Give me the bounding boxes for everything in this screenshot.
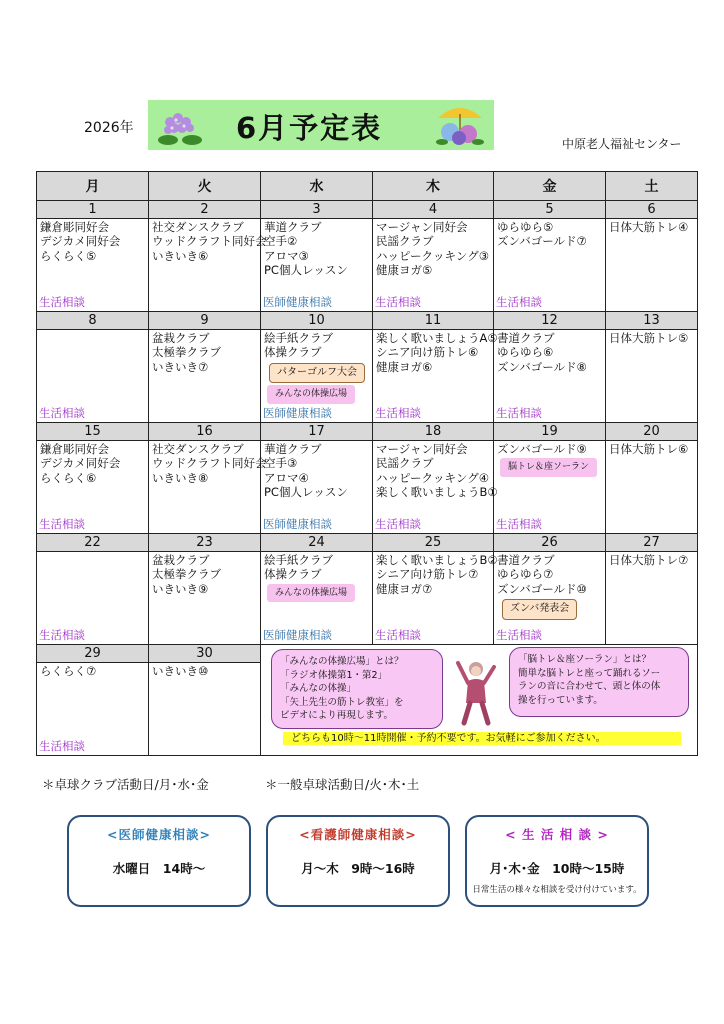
activity-list xyxy=(149,552,260,596)
activity-item: アロマ③ xyxy=(264,248,309,263)
day-row xyxy=(37,219,698,312)
activity-item: 健康ヨガ⑦ xyxy=(376,581,433,596)
day-row xyxy=(37,330,698,423)
day-cell xyxy=(494,552,606,645)
activity-item: 鎌倉彫同好会 xyxy=(40,442,109,456)
activity-item: 社交ダンスクラブ xyxy=(152,220,244,234)
activity-item: 盆栽クラブ xyxy=(152,553,210,567)
bubble-line: ビデオにより再現します。 xyxy=(280,710,394,721)
day-cell xyxy=(149,441,267,534)
date-number: 4 xyxy=(373,201,494,219)
date-row xyxy=(37,534,698,552)
consultation-note: 生活相談 xyxy=(39,517,85,531)
activity-item: シニア向け筋トレ⑦ xyxy=(376,567,479,582)
date-number: 26 xyxy=(494,534,606,552)
pingpong-general-days: ＊一般卓球活動日/火･木･土 xyxy=(265,777,420,792)
activity-list xyxy=(261,330,372,404)
activity-item: 絵手紙クラブ xyxy=(264,331,333,345)
day-cell xyxy=(373,330,498,423)
activity-list xyxy=(606,219,697,234)
box-time: 水曜日 14時～ xyxy=(112,861,206,876)
date-number: 17 xyxy=(261,423,373,441)
activity-item: デジカメ同好会 xyxy=(40,456,121,471)
activity-list xyxy=(37,330,148,331)
activity-list xyxy=(149,219,267,263)
title-banner xyxy=(148,100,494,150)
activity-list xyxy=(373,219,493,278)
day-cell xyxy=(37,330,149,423)
center-name: 中原老人福祉センター xyxy=(562,137,682,151)
box-title: <看護師健康相談> xyxy=(299,827,417,842)
day-cell xyxy=(373,441,498,534)
date-number: 6 xyxy=(606,201,698,219)
consultation-note: 生活相談 xyxy=(375,295,421,309)
activity-item: ゆらゆら⑦ xyxy=(497,567,554,582)
consultation-note: 医師健康相談 xyxy=(263,628,332,642)
activity-item: 楽しく歌いましょうB① xyxy=(376,485,498,500)
date-number: 11 xyxy=(373,312,494,330)
activity-item: デジカメ同好会 xyxy=(40,234,121,249)
activity-item: ウッドクラフト同好会 xyxy=(152,234,267,249)
consultation-note: 生活相談 xyxy=(39,628,85,642)
consultation-note: 生活相談 xyxy=(375,628,421,642)
hydrangea-icon xyxy=(154,106,206,146)
consultation-note: 生活相談 xyxy=(496,406,542,420)
date-number: 15 xyxy=(37,423,149,441)
bubble-line: 「みんなの体操広場」とは？ xyxy=(280,656,404,667)
activity-item: らくらく⑤ xyxy=(40,248,97,263)
activity-item: 書道クラブ xyxy=(497,331,555,345)
consultation-note: 生活相談 xyxy=(496,295,542,309)
bubble-line: ランの音に合わせて、頭と体の体 xyxy=(518,681,661,692)
bubble-line: 「みんなの体操」 xyxy=(280,683,357,694)
date-number: 24 xyxy=(261,534,373,552)
activity-item: 楽しく歌いましょうA⑤ xyxy=(376,331,498,345)
consultation-note: 生活相談 xyxy=(39,406,85,420)
doctor-consultation-box xyxy=(67,815,251,907)
consultation-note: 生活相談 xyxy=(496,628,542,642)
activity-item: 社交ダンスクラブ xyxy=(152,442,244,456)
day-cell xyxy=(373,552,498,645)
activity-item: PC個人レッスン xyxy=(264,263,348,278)
consultation-note: 生活相談 xyxy=(496,517,542,531)
activity-item: 日体大筋トレ⑤ xyxy=(609,331,689,345)
day-cell xyxy=(37,663,149,756)
umbrella-hydrangea-icon xyxy=(432,102,488,148)
date-row xyxy=(37,201,698,219)
consultation-note: 生活相談 xyxy=(39,295,85,309)
bubble-line: 操を行っています。 xyxy=(518,694,603,706)
consultation-note: 医師健康相談 xyxy=(263,295,332,309)
activity-item: 日体大筋トレ⑦ xyxy=(609,553,689,567)
day-cell xyxy=(494,330,606,423)
activity-item: マージャン同好会 xyxy=(376,442,468,456)
box-time: 月～木 9時～16時 xyxy=(301,861,415,876)
weekday-thu: 木 xyxy=(373,172,494,201)
date-number: 18 xyxy=(373,423,494,441)
activity-item: PC個人レッスン xyxy=(264,485,348,500)
date-number: 13 xyxy=(606,312,698,330)
bubble-line: 「ラジオ体操第1・第2」 xyxy=(280,669,388,681)
activity-list xyxy=(37,552,148,553)
activity-list xyxy=(37,441,148,485)
consultation-note: 医師健康相談 xyxy=(263,406,332,420)
activity-item: 健康ヨガ⑥ xyxy=(376,359,433,374)
event-tag: ズンバ発表会 xyxy=(502,599,577,619)
activity-item: 民謡クラブ xyxy=(376,456,434,471)
activity-list xyxy=(261,552,372,602)
hours-note: どちらも10時～11時開催・予約不要です。お気軽にご参加ください。 xyxy=(283,732,681,745)
activity-item: 書道クラブ xyxy=(497,553,555,567)
date-number: 22 xyxy=(37,534,149,552)
activity-list xyxy=(606,330,697,345)
activity-list xyxy=(373,552,498,596)
activity-item: 体操クラブ xyxy=(264,345,322,360)
activity-item: いきいき⑥ xyxy=(152,248,209,263)
weekday-sat: 土 xyxy=(606,172,698,201)
exercising-woman-icon xyxy=(454,657,500,727)
consultation-note: 生活相談 xyxy=(375,406,421,420)
day-cell xyxy=(261,330,373,423)
activity-list xyxy=(606,552,697,567)
date-number: 25 xyxy=(373,534,494,552)
bubble-line: 「脳トレ＆座ソーラン」とは？ xyxy=(518,654,652,665)
day-row xyxy=(37,552,698,645)
activity-item: 空手② xyxy=(264,234,298,249)
activity-list xyxy=(494,441,605,477)
pingpong-club-days: ＊卓球クラブ活動日/月･水･金 xyxy=(42,777,209,792)
activity-list xyxy=(606,441,697,456)
activity-item: 健康ヨガ⑤ xyxy=(376,263,433,278)
date-number: 8 xyxy=(37,312,149,330)
activity-item: 太極拳クラブ xyxy=(152,345,221,360)
weekday-wed: 水 xyxy=(261,172,373,201)
box-title: < 生 活 相 談 > xyxy=(505,827,609,842)
date-number: 2 xyxy=(149,201,261,219)
activity-list xyxy=(149,663,260,678)
consultation-note: 生活相談 xyxy=(375,517,421,531)
activity-list xyxy=(37,663,148,678)
activity-item: ゆらゆら⑤ xyxy=(497,220,554,234)
day-cell xyxy=(149,330,261,423)
event-pill: みんなの体操広場 xyxy=(267,385,355,403)
activity-item: 太極拳クラブ xyxy=(152,567,221,582)
day-cell xyxy=(149,219,267,312)
activity-item: 盆栽クラブ xyxy=(152,331,210,345)
day-row xyxy=(37,441,698,534)
day-cell xyxy=(494,219,606,312)
activity-list xyxy=(373,330,498,374)
activity-item: 鎌倉彫同好会 xyxy=(40,220,109,234)
nurse-consultation-box xyxy=(266,815,450,907)
day-cell xyxy=(261,441,373,534)
activity-item: ハッピークッキング④ xyxy=(376,470,490,485)
date-number: 20 xyxy=(606,423,698,441)
activity-item: ウッドクラフト同好会 xyxy=(152,456,267,471)
activity-item: 空手③ xyxy=(264,456,298,471)
activity-list xyxy=(149,441,267,485)
weekday-fri: 金 xyxy=(494,172,606,201)
activity-item: らくらく⑦ xyxy=(40,664,97,678)
activity-item: ズンバゴールド⑩ xyxy=(497,581,587,596)
activity-item: 体操クラブ xyxy=(264,567,322,582)
date-number: 1 xyxy=(37,201,149,219)
date-number: 30 xyxy=(149,645,261,663)
box-time: 月･木･金 10時～15時 xyxy=(489,861,625,876)
activity-list xyxy=(149,330,260,374)
activity-item: ズンバゴールド⑦ xyxy=(497,234,587,249)
event-pill: 脳トレ＆座ソーラン xyxy=(500,458,597,476)
bubble-line: 簡単な脳トレと座って踊れるソー xyxy=(518,667,661,679)
activity-item: 絵手紙クラブ xyxy=(264,553,333,567)
activity-item: いきいき⑨ xyxy=(152,581,209,596)
activity-item: いきいき⑦ xyxy=(152,359,209,374)
brain-training-bubble xyxy=(509,647,689,717)
date-number: 27 xyxy=(606,534,698,552)
weekday-tue: 火 xyxy=(149,172,261,201)
info-panel xyxy=(261,641,697,750)
activity-item: アロマ④ xyxy=(264,470,309,485)
activity-list xyxy=(37,219,148,263)
day-cell xyxy=(37,219,149,312)
consultation-note: 医師健康相談 xyxy=(263,517,332,531)
date-row xyxy=(37,423,698,441)
activity-item: 民謡クラブ xyxy=(376,234,434,249)
activity-list xyxy=(373,441,498,500)
consultation-note: 生活相談 xyxy=(39,739,85,753)
date-number: 19 xyxy=(494,423,606,441)
activity-item: 楽しく歌いましょうB② xyxy=(376,553,498,567)
activity-item: いきいき⑩ xyxy=(152,664,209,678)
activity-item: ズンバゴールド⑧ xyxy=(497,359,587,374)
event-tag: パターゴルフ大会 xyxy=(269,363,365,383)
box-title: <医師健康相談> xyxy=(107,827,211,842)
activity-item: 日体大筋トレ⑥ xyxy=(609,442,689,456)
activity-list xyxy=(494,219,605,249)
date-number: 12 xyxy=(494,312,606,330)
activity-list xyxy=(261,219,372,278)
activity-list xyxy=(494,552,605,620)
day-cell xyxy=(606,552,698,645)
day-cell xyxy=(261,552,373,645)
box-subtext: 日常生活の様々な相談を受け付けています。 xyxy=(472,885,642,895)
year-label: 2026年 xyxy=(84,120,134,136)
date-number: 29 xyxy=(37,645,149,663)
day-cell xyxy=(494,441,606,534)
day-cell xyxy=(606,330,698,423)
activity-list xyxy=(494,330,605,374)
date-number: 9 xyxy=(149,312,261,330)
activity-item: 華道クラブ xyxy=(264,442,322,456)
event-pill: みんなの体操広場 xyxy=(267,584,355,602)
activity-item: 華道クラブ xyxy=(264,220,322,234)
day-cell xyxy=(149,663,261,756)
day-cell xyxy=(606,219,698,312)
date-number: 3 xyxy=(261,201,373,219)
life-consultation-box xyxy=(465,815,649,907)
day-cell xyxy=(373,219,494,312)
activity-item: ゆらゆら⑥ xyxy=(497,345,554,360)
date-number: 23 xyxy=(149,534,261,552)
activity-item: 日体大筋トレ④ xyxy=(609,220,689,234)
day-cell xyxy=(37,552,149,645)
day-cell xyxy=(261,219,373,312)
activity-item: ハッピークッキング③ xyxy=(376,248,490,263)
date-number: 5 xyxy=(494,201,606,219)
activity-item: マージャン同好会 xyxy=(376,220,468,234)
weekday-header-row xyxy=(37,172,698,201)
date-row xyxy=(37,312,698,330)
activity-item: らくらく⑥ xyxy=(40,470,97,485)
day-cell xyxy=(37,441,149,534)
date-number: 10 xyxy=(261,312,373,330)
page-title: 6月予定表 xyxy=(236,111,383,145)
bubble-line: 「矢上先生の筋トレ教室」を xyxy=(280,696,404,708)
date-number: 16 xyxy=(149,423,261,441)
activity-item: いきいき⑧ xyxy=(152,470,209,485)
day-cell xyxy=(606,441,698,534)
activity-item: シニア向け筋トレ⑥ xyxy=(376,345,479,360)
exercise-plaza-bubble xyxy=(271,649,443,729)
activity-list xyxy=(261,441,372,500)
activity-item: ズンバゴールド⑨ xyxy=(497,442,587,456)
day-cell xyxy=(149,552,261,645)
weekday-mon: 月 xyxy=(37,172,149,201)
